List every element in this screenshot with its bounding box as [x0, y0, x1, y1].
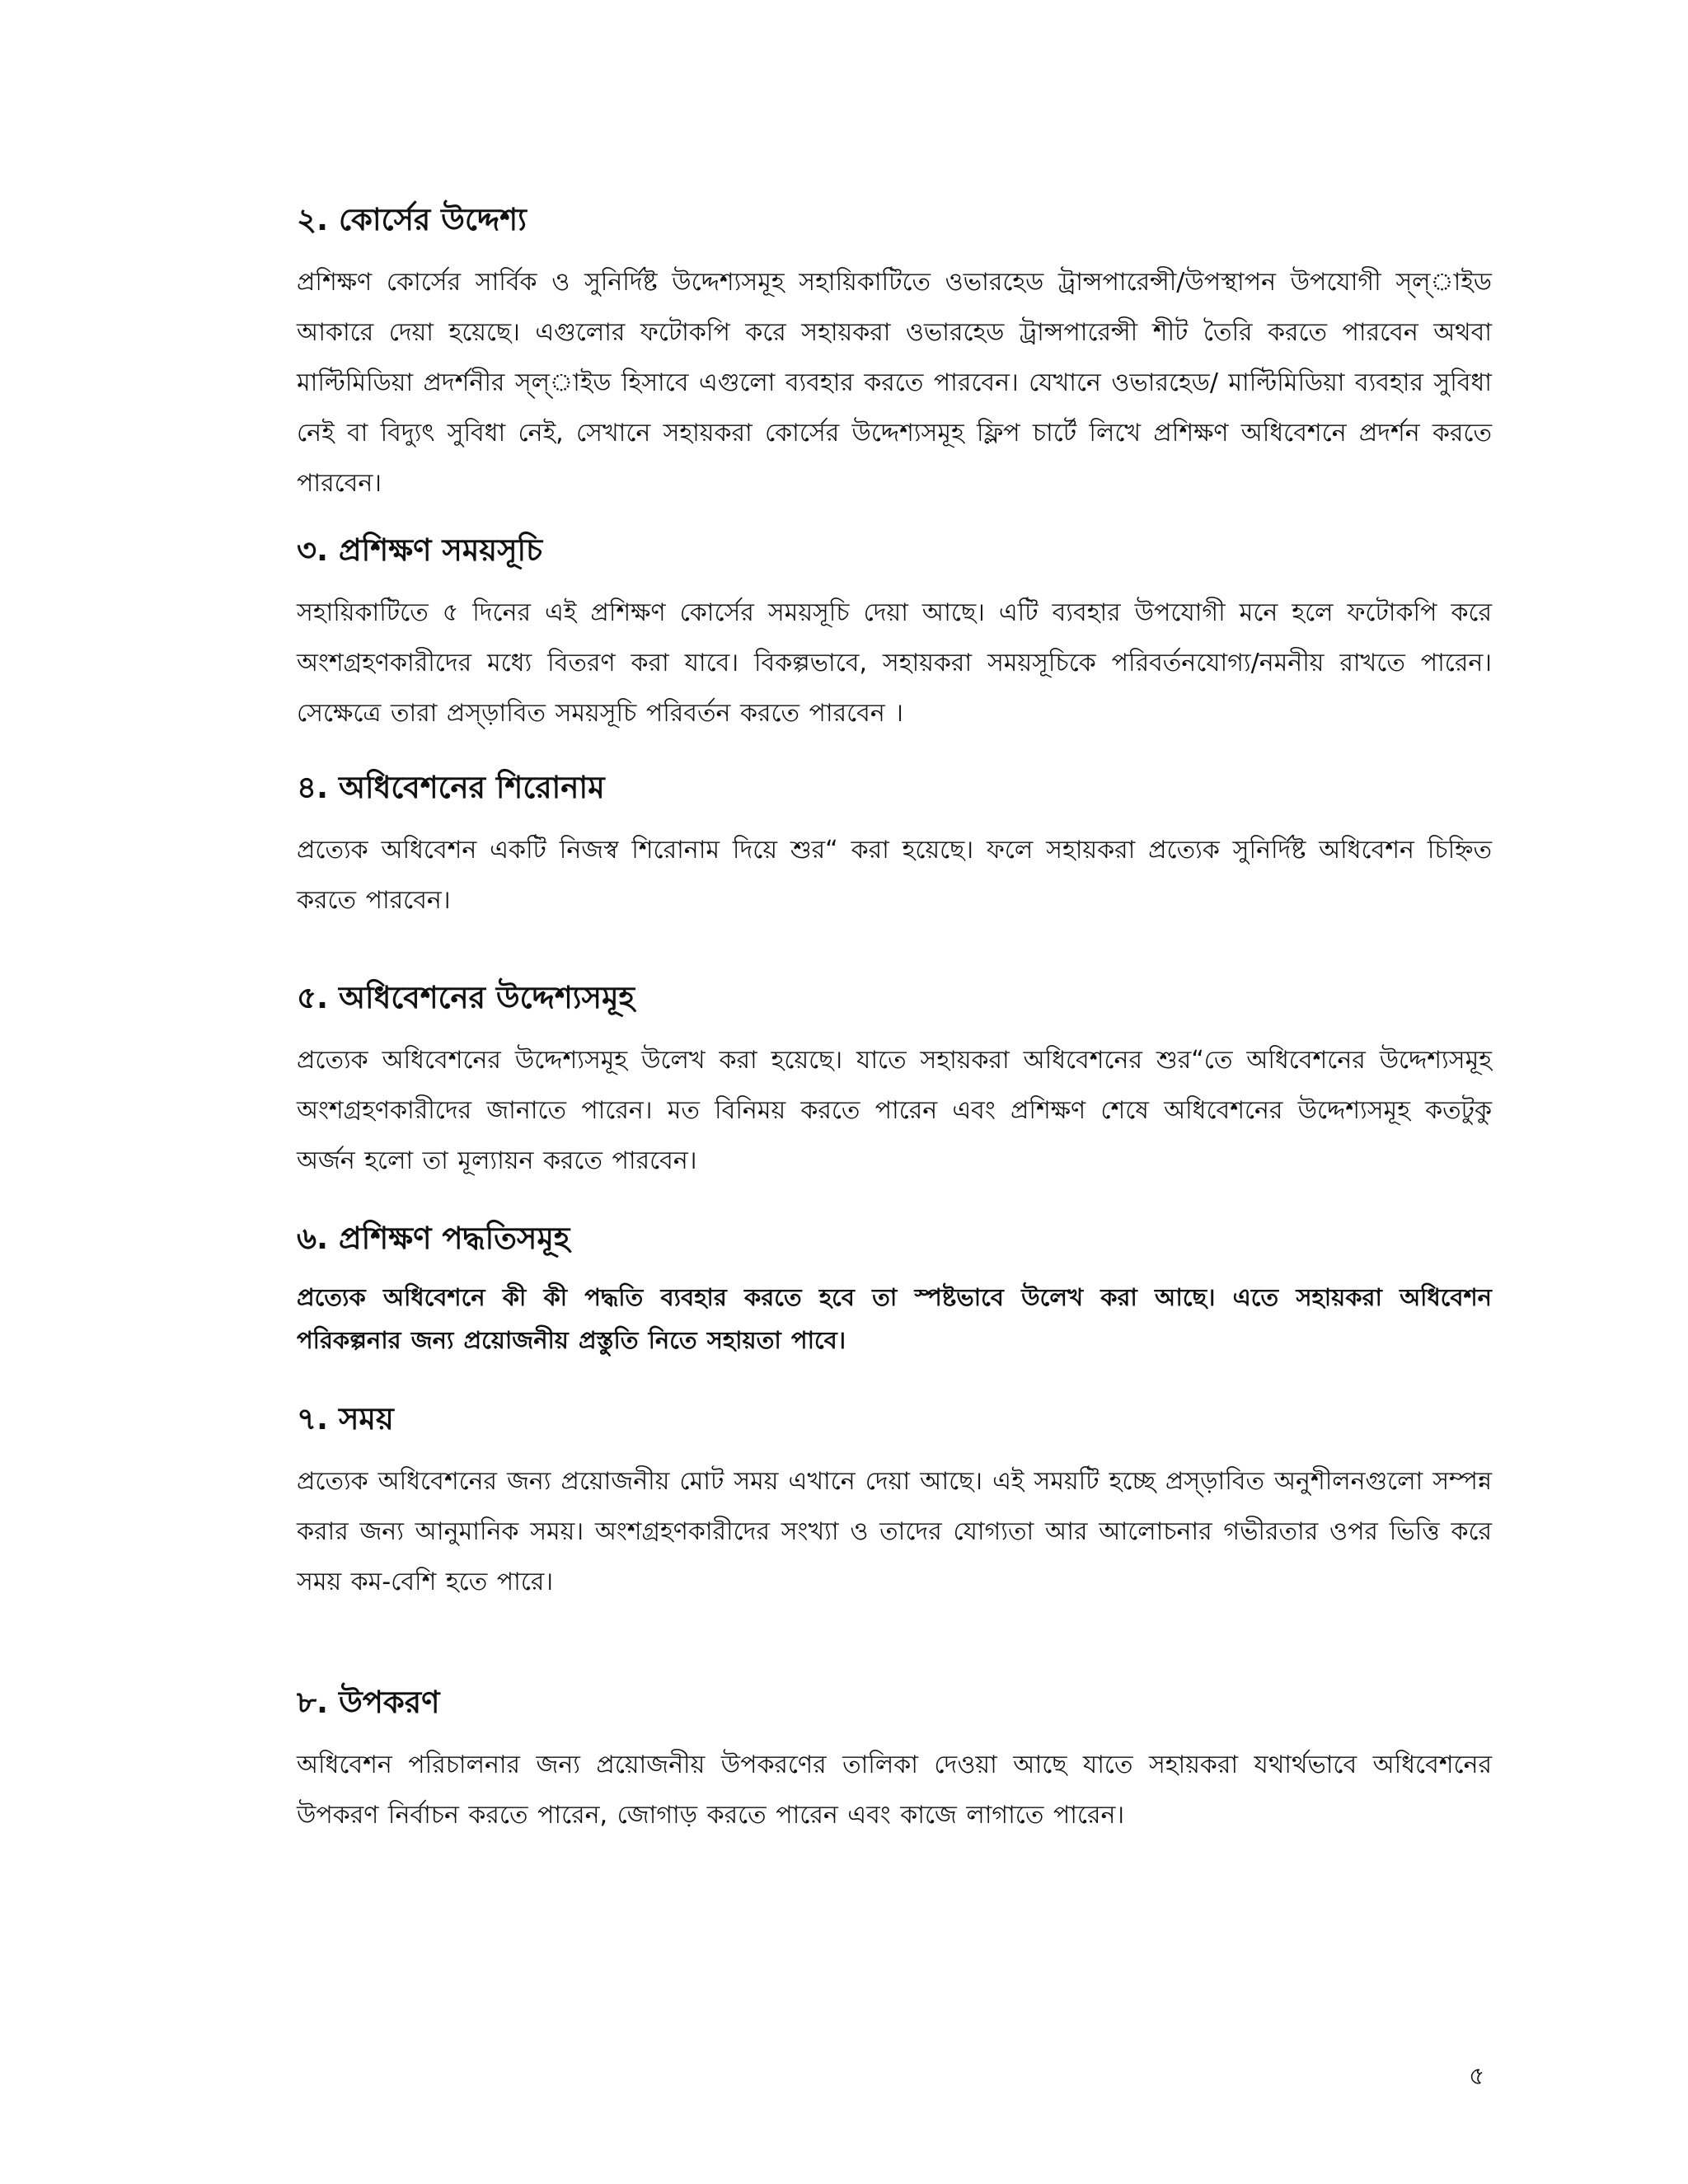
section-materials: [297, 1682, 1492, 1840]
section-heading: ২. কোর্সের উদ্দেশ্য: [297, 202, 527, 237]
section-training-methods: [297, 1218, 1492, 1361]
section-time: [297, 1399, 1492, 1607]
section-heading: ৩. প্রশিক্ষণ সময়সূচি: [297, 532, 543, 568]
section-heading: ৬. প্রশিক্ষণ পদ্ধতিসমূহ: [297, 1221, 570, 1256]
section-body: প্রশিক্ষণ কোর্সের সার্বিক ও সুনির্দিষ্ট উদ্দেশ্যসমূহ সহায়িকাটিতে ওভারহেড ট্রান্সপারেন্সী/উপস্থাপন উপযোগী স্ল্‌াইড আকারে দেয়া হয়েছে। এগুলোর ফটোকপি করে সহায়করা ওভারহেড ট্রান্সপারেন্সী শীট তৈরি করতে পারবেন অথবা মাল্টিমিডিয়া প্রদর্শনীর স্ল্‌াইড হিসাবে এগুলো ব্যবহার করতে পারবেন। যেখানে ওভারহেড/ মাল্টিমিডিয়া ব্যবহার সুবিধা নেই বা বিদ্যুৎ সুবিধা নেই, সেখানে সহায়করা কোর্সের উদ্দেশ্যসমূহ ফ্লিপ চার্টে লিখে প্রশিক্ষণ অধিবেশনে প্রদর্শন করতে পারবেন।: [297, 268, 1492, 498]
section-heading: ৫. অধিবেশনের উদ্দেশ্যসমূহ: [297, 980, 635, 1015]
section-heading: ৭. সময়: [297, 1401, 394, 1436]
section-course-objectives: [297, 199, 1492, 509]
section-body: অধিবেশন পরিচালনার জন্য প্রয়োজনীয় উপকরণের তালিকা দেওয়া আছে যাতে সহায়করা যথার্থভাবে অধিবেশনের উপকরণ নির্বাচন করতে পারেন, জোগাড় করতে পারেন এবং কাজে লাগাতে পারেন।: [297, 1750, 1492, 1830]
section-heading: ৮. উপকরণ: [297, 1685, 440, 1720]
page-number: ৫: [1469, 2062, 1485, 2091]
section-body: প্রত্যেক অধিবেশনের জন্য প্রয়োজনীয় মোট সময় এখানে দেয়া আছে। এই সময়টি হচ্ছে প্রস্ড়াবিত অনুশীলনগুলো সম্পন্ন করার জন্য আনুমানিক সময়। অংশগ্রহণকারীদের সংখ্যা ও তাদের যোগ্যতা আর আলোচনার গভীরতার ওপর ভিত্তি করে সময় কম-বেশি হতে পারে।: [297, 1467, 1492, 1596]
section-body: প্রত্যেক অধিবেশনে কী কী পদ্ধতি ব্যবহার করতে হবে তা স্পষ্টভাবে উলেখ করা আছে। এতে সহায়করা অধিবেশন পরিকল্পনার জন্য প্রয়োজনীয় প্রস্তুতি নিতে সহায়তা পাবে।: [297, 1283, 1492, 1354]
section-training-schedule: [297, 530, 1492, 738]
section-body: প্রত্যেক অধিবেশনের উদ্দেশ্যসমূহ উলেখ করা হয়েছে। যাতে সহায়করা অধিবেশনের শুর“তে অধিবেশনের উদ্দেশ্যসমূহ অংশগ্রহণকারীদের জানাতে পারেন। মত বিনিময় করতে পারেন এবং প্রশিক্ষণ শেষে অধিবেশনের উদ্দেশ্যসমূহ কতটুকু অর্জন হলো তা মূল্যায়ন করতে পারবেন।: [297, 1046, 1492, 1175]
section-session-objectives: [297, 977, 1492, 1186]
section-body: সহায়িকাটিতে ৫ দিনের এই প্রশিক্ষণ কোর্সের সময়সূচি দেয়া আছে। এটি ব্যবহার উপযোগী মনে হলে ফটোকপি করে অংশগ্রহণকারীদের মধ্যে বিতরণ করা যাবে। বিকল্পভাবে, সহায়করা সময়সূচিকে পরিবর্তনযোগ্য/নমনীয় রাখতে পারেন। সেক্ষেত্রে তারা প্রস্ড়াবিত সময়সূচি পরিবর্তন করতে পারবেন ।: [297, 598, 1492, 728]
section-heading: ৪. অধিবেশনের শিরোনাম: [297, 770, 605, 805]
section-body: প্রত্যেক অধিবেশন একটি নিজস্ব শিরোনাম দিয়ে শুর“ করা হয়েছে। ফলে সহায়করা প্রত্যেক সুনির্দিষ্ট অধিবেশন চিহ্নিত করতে পারবেন।: [297, 836, 1492, 915]
section-session-title: [297, 767, 1492, 926]
